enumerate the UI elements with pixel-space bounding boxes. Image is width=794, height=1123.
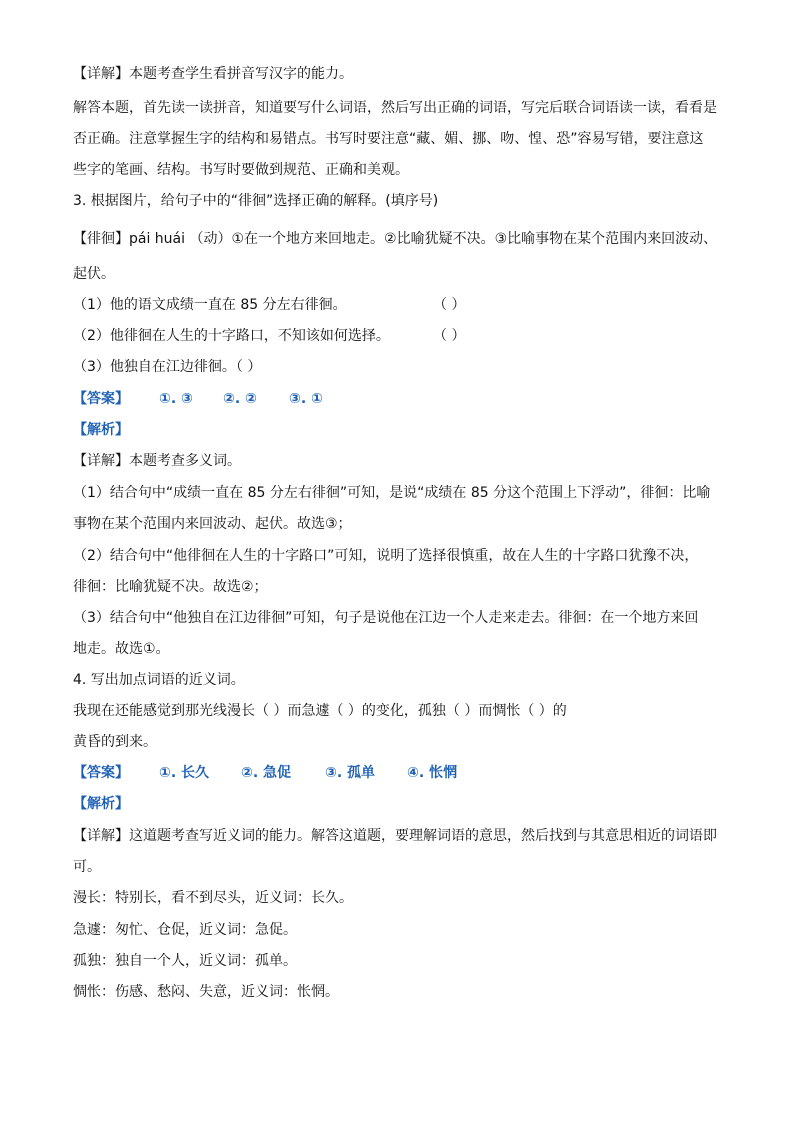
- q3-answer-1: ①. ③: [159, 391, 193, 407]
- q2-para-line3: 些字的笔画、结构。书写时要做到规范、正确和美观。: [73, 162, 409, 178]
- q4-answer-label: 【答案】: [73, 765, 129, 781]
- q3-sentence-1-blank: （ ）: [433, 297, 466, 313]
- q4-sentence-line1: 我现在还能感觉到那光线漫长（ ）而急遽（ ）的变化，孤独（ ）而惆怅（ ）的: [73, 703, 567, 719]
- q4-analysis-label: 【解析】: [73, 796, 129, 812]
- q4-word-2: 急遽：匆忙、仓促，近义词：急促。: [73, 922, 297, 938]
- q3-explain-1a: （1）结合句中“成绩一直在 85 分左右徘徊”可知，是说“成绩在 85 分这个范围上下浮动”，徘徊：比喻: [73, 485, 711, 501]
- q4-word-1: 漫长：特别长，看不到尽头，近义词：长久。: [73, 890, 353, 906]
- q3-analysis-label: 【解析】: [73, 422, 129, 438]
- q3-sentence-2-text: （2）他徘徊在人生的十字路口，不知该如何选择。: [73, 328, 390, 344]
- q2-para-line2: 否正确。注意掌握生字的结构和易错点。书写时要注意“藏、媚、挪、吻、惶、恐”容易写错，要注意这: [73, 131, 704, 147]
- q3-sentence-2: [73, 326, 466, 346]
- q3-explain-1b: 事物在某个范围内来回波动、起伏。故选③；: [73, 516, 352, 532]
- q3-sentence-3: （3）他独自在江边徘徊。（ ）: [73, 359, 262, 375]
- q4-detail-line2: 可。: [73, 859, 101, 875]
- q4-answer-3: ③. 孤单: [325, 765, 376, 781]
- q4-title: 4. 写出加点词语的近义词。: [73, 672, 245, 688]
- q3-sentence-2-blank: （ ）: [433, 328, 466, 344]
- q2-detail: 【详解】本题考查学生看拼音写汉字的能力。: [73, 66, 353, 82]
- q3-answer-2: ②. ②: [223, 391, 257, 407]
- q3-definition-line2: 起伏。: [73, 266, 115, 282]
- q3-explain-3b: 地走。故选①。: [73, 641, 170, 657]
- q3-answer-row: [73, 389, 323, 409]
- q3-definition-line1: 【徘徊】pái huái （动）①在一个地方来回地走。②比喻犹疑不决。③比喻事物在某个范围内来回波动、: [73, 231, 718, 247]
- q4-sentence-line2: 黄昏的到来。: [73, 734, 157, 750]
- q4-answer-2: ②. 急促: [241, 765, 292, 781]
- q4-answer-4: ④. 怅惘: [407, 765, 458, 781]
- q4-word-3: 孤独：独自一个人，近义词：孤单。: [73, 953, 297, 969]
- q3-explain-2b: 徘徊：比喻犹疑不决。故选②；: [73, 579, 268, 595]
- q4-answer-1: ①. 长久: [159, 765, 210, 781]
- q3-explain-2a: （2）结合句中“他徘徊在人生的十字路口”可知，说明了选择很慎重，故在人生的十字路口犹豫不决，: [73, 548, 699, 564]
- q3-sentence-1: [73, 295, 466, 315]
- q3-sentence-1-text: （1）他的语文成绩一直在 85 分左右徘徊。: [73, 297, 347, 313]
- q3-title: 3. 根据图片，给句子中的“徘徊”选择正确的解释。(填序号): [73, 193, 439, 209]
- q3-explain-3a: （3）结合句中“他独自在江边徘徊”可知，句子是说他在江边一个人走来走去。徘徊：在一个地方来回: [73, 610, 699, 626]
- q4-answer-row: [73, 763, 458, 783]
- q2-para-line1: 解答本题，首先读一读拼音，知道要写什么词语，然后写出正确的词语，写完后联合词语读一读，看看是: [73, 100, 717, 116]
- q3-answer-label: 【答案】: [73, 391, 129, 407]
- q3-answer-3: ③. ①: [289, 391, 323, 407]
- q3-detail: 【详解】本题考查多义词。: [73, 453, 241, 469]
- q4-detail-line1: 【详解】这道题考查写近义词的能力。解答这道题，要理解词语的意思，然后找到与其意思相近的词语即: [73, 828, 717, 844]
- q4-word-4: 惆怅：伤感、愁闷、失意，近义词：怅惘。: [73, 984, 339, 1000]
